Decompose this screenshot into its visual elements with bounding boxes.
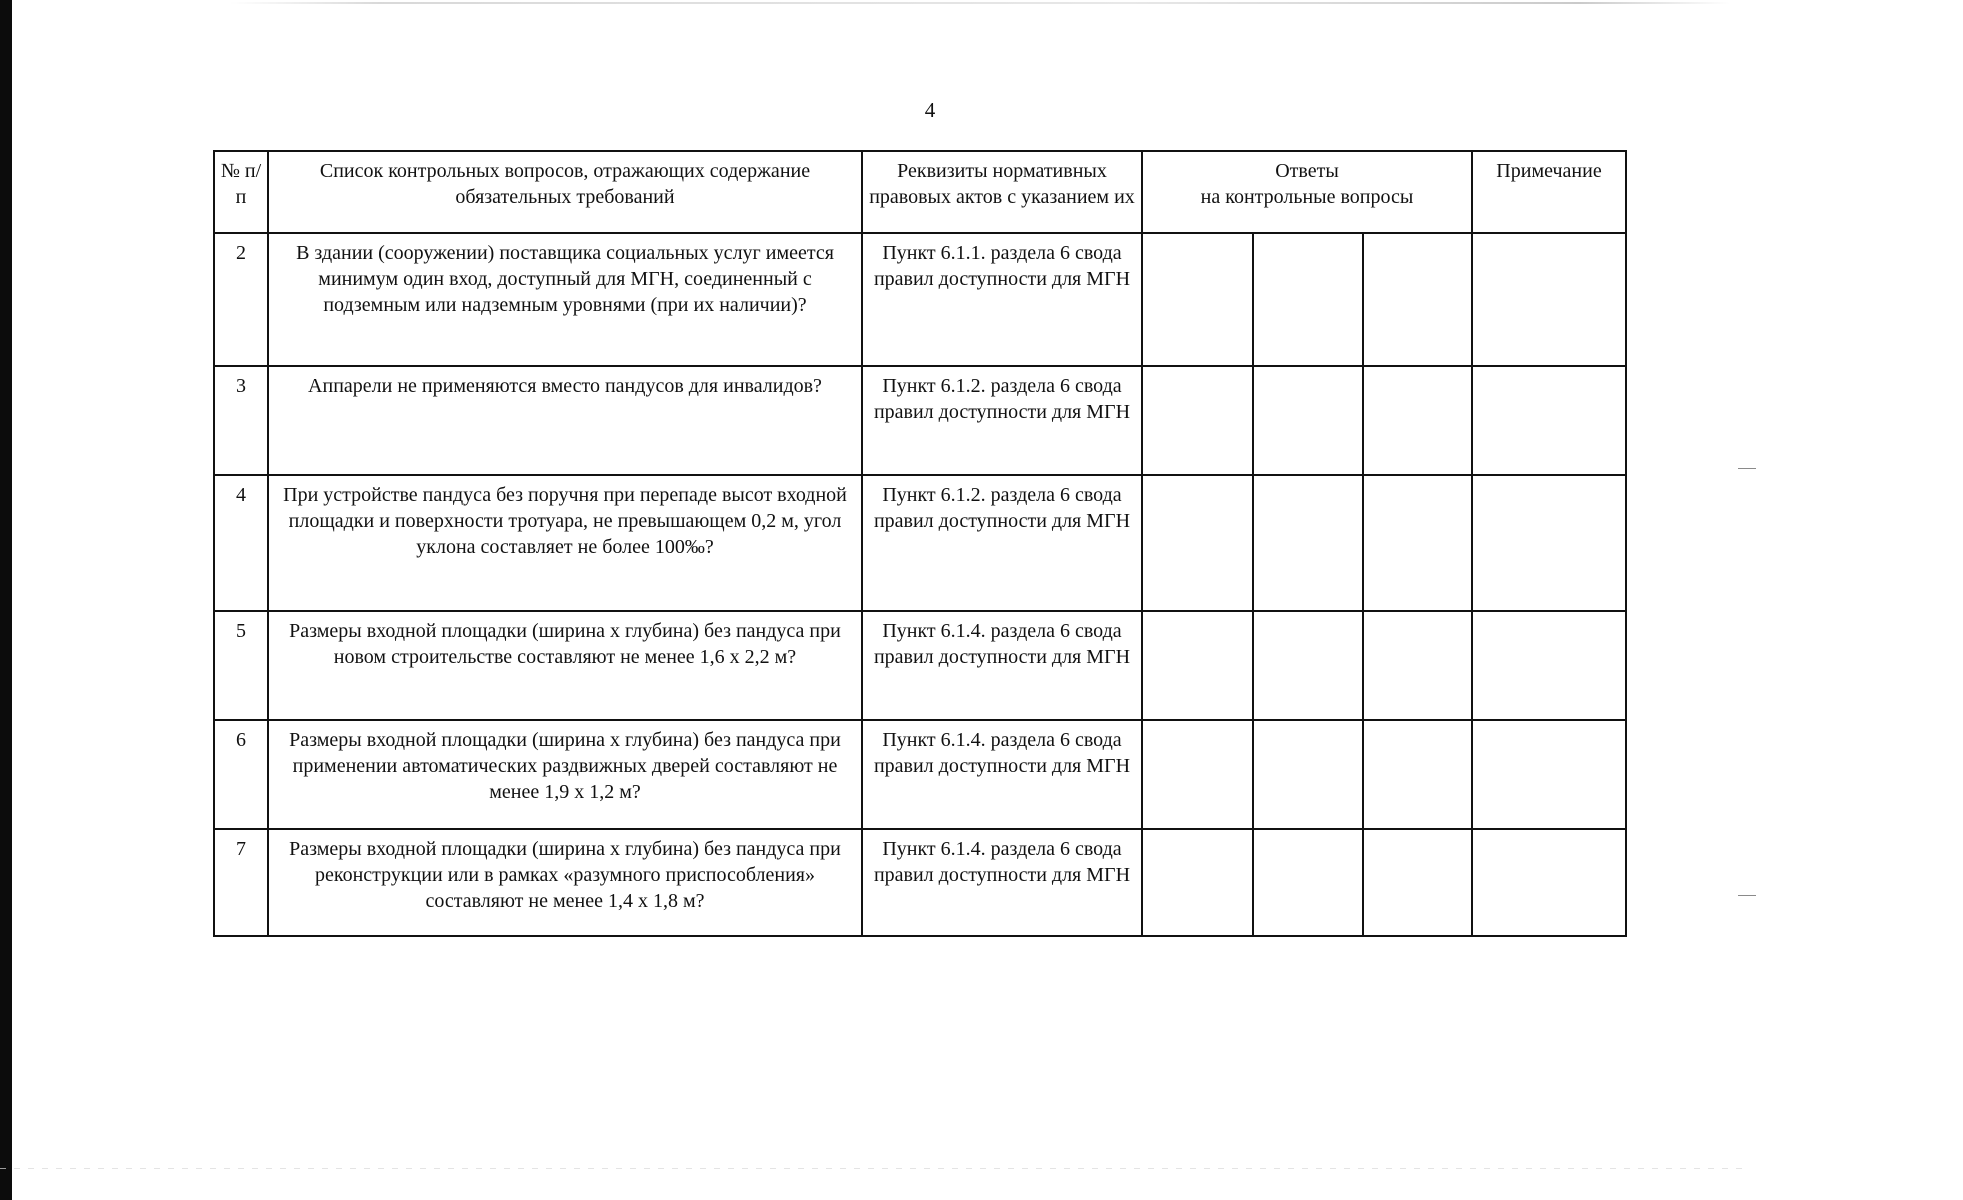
scan-left-edge	[0, 0, 12, 1200]
table-row	[214, 611, 1626, 720]
header-row	[214, 151, 1626, 233]
answer-cell	[1142, 720, 1253, 829]
answer-cell	[1363, 475, 1472, 611]
note-cell	[1472, 829, 1626, 936]
row-num: 5	[214, 611, 268, 720]
header-note: Примечание	[1472, 151, 1626, 233]
margin-tick	[1738, 895, 1756, 896]
answer-cell	[1363, 366, 1472, 475]
row-num: 6	[214, 720, 268, 829]
answer-cell	[1253, 233, 1363, 366]
table-row	[214, 233, 1626, 366]
row-requisite: Пункт 6.1.4. раздела 6 свода правил доступности для МГН	[862, 720, 1142, 829]
header-questions: Список контрольных вопросов, отражающих содержание обязательных требований	[268, 151, 862, 233]
header-requisites	[862, 151, 1142, 233]
table-row	[214, 720, 1626, 829]
header-answers-line1: Ответы	[1275, 160, 1339, 182]
answer-cell	[1253, 720, 1363, 829]
row-num: 7	[214, 829, 268, 936]
checklist-table	[213, 150, 1627, 937]
answer-cell	[1253, 611, 1363, 720]
answer-cell	[1142, 829, 1253, 936]
note-cell	[1472, 475, 1626, 611]
row-requisite: Пункт 6.1.4. раздела 6 свода правил доступности для МГН	[862, 829, 1142, 936]
note-cell	[1472, 611, 1626, 720]
answer-cell	[1363, 611, 1472, 720]
row-requisite: Пункт 6.1.1. раздела 6 свода правил доступности для МГН	[862, 233, 1142, 366]
page-number: 4	[924, 98, 936, 122]
answer-cell	[1363, 829, 1472, 936]
scan-artifact-bottom	[0, 1168, 1750, 1169]
answer-cell	[1363, 720, 1472, 829]
answer-cell	[1142, 366, 1253, 475]
header-answers	[1142, 151, 1472, 233]
row-num: 3	[214, 366, 268, 475]
answer-cell	[1253, 829, 1363, 936]
row-num: 2	[214, 233, 268, 366]
answer-cell	[1253, 366, 1363, 475]
answer-cell	[1363, 233, 1472, 366]
answer-cell	[1142, 611, 1253, 720]
row-question: Размеры входной площадки (ширина х глубина) без пандуса при новом строительстве составляют не менее 1,6 х 2,2 м?	[268, 611, 862, 720]
answer-cell	[1142, 475, 1253, 611]
table-row	[214, 829, 1626, 936]
table-row	[214, 475, 1626, 611]
row-requisite: Пункт 6.1.2. раздела 6 свода правил доступности для МГН	[862, 475, 1142, 611]
row-question: Размеры входной площадки (ширина х глубина) без пандуса при применении автоматических раздвижных дверей составляют не менее 1,9 х 1,2 м?	[268, 720, 862, 829]
note-cell	[1472, 366, 1626, 475]
row-requisite: Пункт 6.1.4. раздела 6 свода правил доступности для МГН	[862, 611, 1142, 720]
row-question: Аппарели не применяются вместо пандусов для инвалидов?	[268, 366, 862, 475]
header-answers-line2: на контрольные вопросы	[1200, 186, 1414, 208]
header-requisites-text: Реквизиты нормативных правовых актов с указанием их	[869, 160, 1135, 208]
row-num: 4	[214, 475, 268, 611]
row-question: При устройстве пандуса без поручня при перепаде высот входной площадки и поверхности тротуара, не превышающем 0,2 м, угол уклона составляет не более 100‰?	[268, 475, 862, 611]
scan-artifact-top	[230, 2, 1730, 4]
row-question: В здании (сооружении) поставщика социальных услуг имеется минимум один вход, доступный для МГН, соединенный с подземным или надземным уровнями (при их наличии)?	[268, 233, 862, 366]
row-question: Размеры входной площадки (ширина х глубина) без пандуса при реконструкции или в рамках «разумного приспособления» составляют не менее 1,4 х 1,8 м?	[268, 829, 862, 936]
answer-cell	[1253, 475, 1363, 611]
margin-tick	[1738, 468, 1756, 469]
answer-cell	[1142, 233, 1253, 366]
row-requisite: Пункт 6.1.2. раздела 6 свода правил доступности для МГН	[862, 366, 1142, 475]
table-row	[214, 366, 1626, 475]
note-cell	[1472, 720, 1626, 829]
note-cell	[1472, 233, 1626, 366]
header-num: № п/п	[214, 151, 268, 233]
